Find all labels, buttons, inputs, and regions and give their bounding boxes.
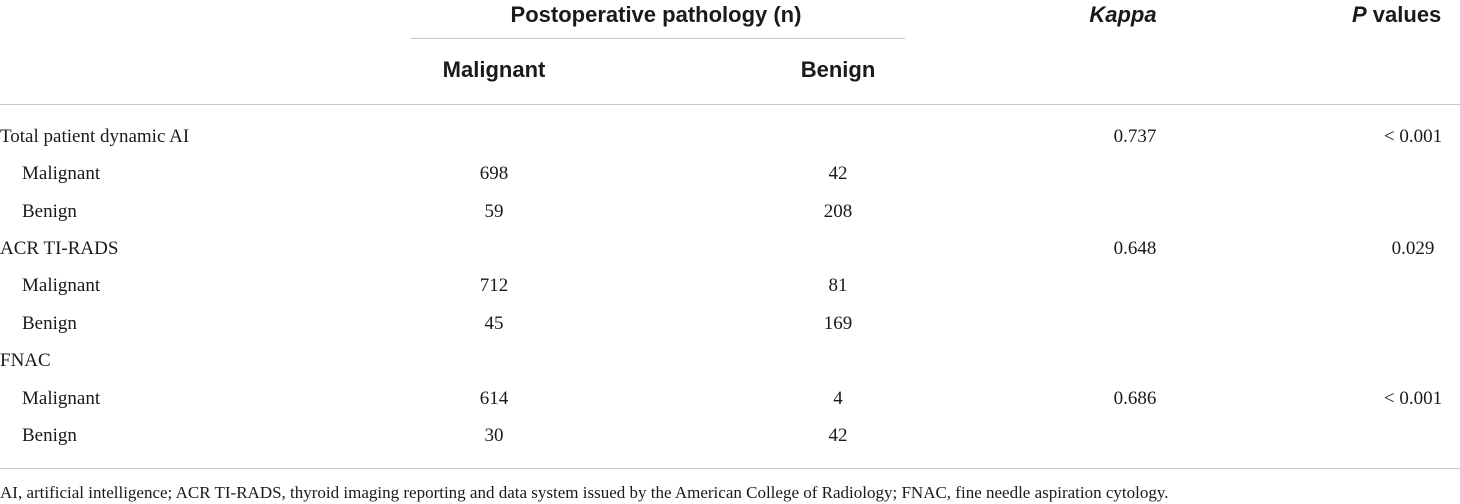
row-label: Benign — [22, 425, 77, 446]
table-footnote: AI, artificial intelligence; ACR TI-RADS, thyroid imaging reporting and data system issued by the American College of Radiology; FNAC, fine needle aspiration cytology. — [0, 483, 1169, 502]
table-bottom-rule — [0, 468, 1460, 469]
cell-kappa: 0.737 — [1113, 126, 1157, 147]
cell-benign-count: 42 — [828, 425, 848, 446]
cell-malignant-count: 30 — [484, 425, 504, 446]
row-label: Benign — [22, 313, 77, 334]
header-bottom-rule — [0, 104, 1460, 105]
header-p-italic: P — [1352, 2, 1367, 27]
cell-p-value: < 0.001 — [1383, 126, 1443, 147]
cell-p-value: 0.029 — [1391, 238, 1435, 259]
cell-malignant-count: 59 — [484, 201, 504, 222]
row-label: Benign — [22, 201, 77, 222]
header-malignant: Malignant — [442, 57, 546, 82]
cell-malignant-count: 698 — [479, 163, 509, 184]
cell-benign-count: 81 — [828, 275, 848, 296]
row-label: Malignant — [22, 163, 101, 184]
header-kappa: Kappa — [1089, 2, 1157, 27]
cell-benign-count: 208 — [823, 201, 853, 222]
row-label: Malignant — [22, 388, 101, 409]
cell-benign-count: 42 — [828, 163, 848, 184]
row-label: Malignant — [22, 275, 101, 296]
row-label: FNAC — [0, 350, 51, 371]
header-benign: Benign — [800, 57, 876, 82]
cell-malignant-count: 614 — [479, 388, 509, 409]
header-p-rest: values — [1366, 2, 1442, 27]
cell-malignant-count: 45 — [484, 313, 504, 334]
row-label: Total patient dynamic AI — [0, 126, 190, 147]
cell-kappa: 0.686 — [1113, 388, 1157, 409]
group-underline — [411, 38, 905, 39]
cell-kappa: 0.648 — [1113, 238, 1157, 259]
cell-p-value: < 0.001 — [1383, 388, 1443, 409]
header-postoperative-pathology: Postoperative pathology (n) — [510, 2, 802, 27]
row-label: ACR TI-RADS — [0, 238, 119, 259]
cell-malignant-count: 712 — [479, 275, 509, 296]
cell-benign-count: 169 — [823, 313, 853, 334]
header-p-values — [1352, 1, 1441, 29]
cell-benign-count: 4 — [833, 388, 843, 409]
